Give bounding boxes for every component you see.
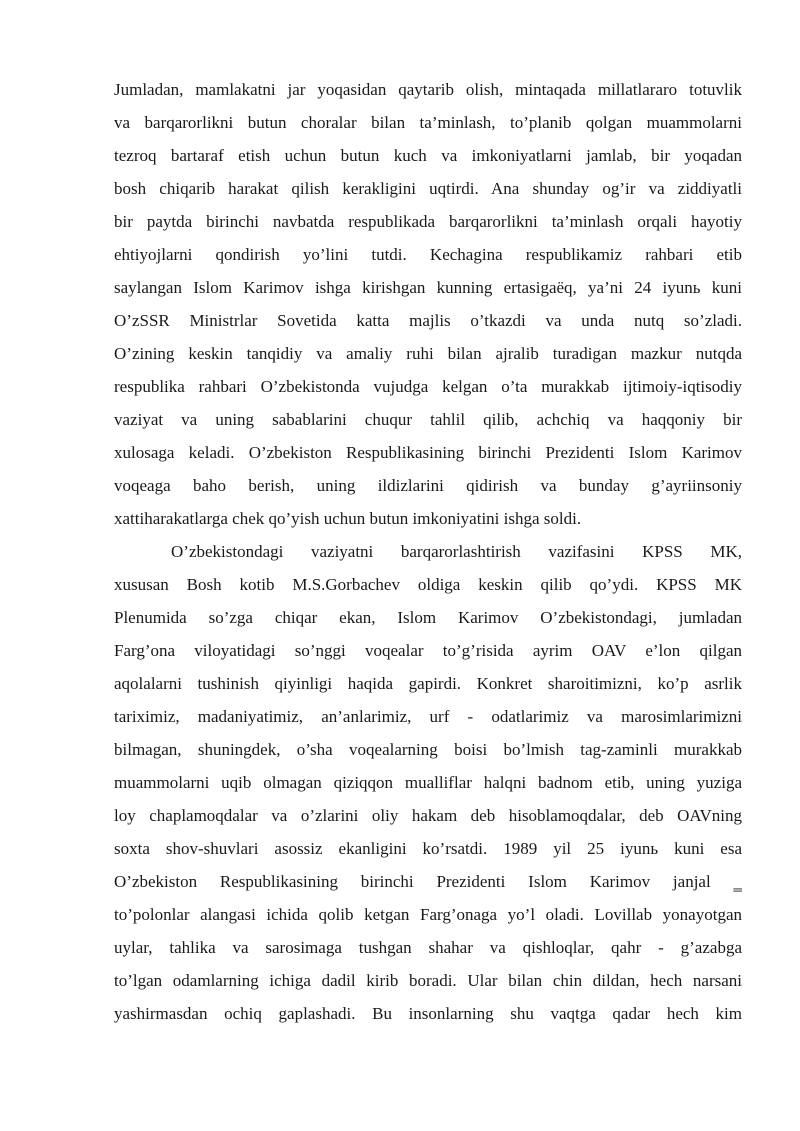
paragraph-1 [114, 73, 742, 535]
text-line: tezroq bartaraf etish uchun butun kuch va imkoniyatlarni jamlab, bir yoqadan [114, 146, 742, 165]
text-line: O’zSSR Ministrlar Sovetida katta majlis o’tkazdi va unda nutq so’zladi. [114, 311, 742, 330]
text-line: bir paytda birinchi navbatda respublikada barqarorlikni ta’minlash orqali hayotiy [114, 212, 742, 231]
text-line: tariximiz, madaniyatimiz, an’anlarimiz, urf - odatlarimiz va marosimlarimizni [114, 707, 742, 726]
text-line: xattiharakatlarga chek qo’yish uchun butun imkoniyatini ishga soldi. [114, 509, 582, 528]
text-line: respublika rahbari O’zbekistonda vujudga kelgan o’ta murakkab ijtimoiy-iqtisodiy [114, 377, 742, 396]
body-text [114, 73, 742, 1030]
text-line: va barqarorlikni butun choralar bilan ta’minlash, to’planib qolgan muammolarni [114, 113, 742, 132]
text-line: O’zbekistondagi vaziyatni barqarorlashtirish vazifasini KPSS MK, [171, 542, 742, 561]
text-line: to’lgan odamlarning ichiga dadil kirib boradi. Ular bilan chin dildan, hech narsani [114, 971, 742, 990]
text-line: Plenumida so’zga chiqar ekan, Islom Karimov O’zbekistondagi, jumladan [114, 608, 742, 627]
text-line: saylangan Islom Karimov ishga kirishgan kunning ertasigaёq, ya’ni 24 iyunь kuni [114, 278, 742, 297]
text-line: muammolarni uqib olmagan qiziqqon mualliflar halqni badnom etib, uning yuziga [114, 773, 742, 792]
text-line: uylar, tahlika va sarosimaga tushgan shahar va qishloqlar, qahr - g’azabga [114, 938, 742, 957]
text-line: O’zining keskin tanqidiy va amaliy ruhi bilan ajralib turadigan mazkur nutqda [114, 344, 742, 363]
text-line: O’zbekiston Respublikasining birinchi Prezidenti Islom Karimov janjal ‗ [114, 872, 742, 891]
text-line: soxta shov-shuvlari asossiz ekanligini ko’rsatdi. 1989 yil 25 iyunь kuni esa [114, 839, 742, 858]
text-line: loy chaplamoqdalar va o’zlarini oliy hakam deb hisoblamoqdalar, deb OAVning [114, 806, 742, 825]
paragraph-2 [114, 535, 742, 1030]
text-line: aqolalarni tushinish qiyinligi haqida gapirdi. Konkret sharoitimizni, ko’p asrlik [114, 674, 742, 693]
text-line: bosh chiqarib harakat qilish kerakligini uqtirdi. Ana shunday og’ir va ziddiyatli [114, 179, 742, 198]
text-line: to’polonlar alangasi ichida qolib ketgan Farg’onaga yo’l oladi. Lovillab yonayotgan [114, 905, 742, 924]
text-line: yashirmasdan ochiq gaplashadi. Bu insonlarning shu vaqtga qadar hech kim [114, 1004, 742, 1023]
text-line: ehtiyojlarni qondirish yo’lini tutdi. Kechagina respublikamiz rahbari etib [114, 245, 742, 264]
text-line: Farg’ona viloyatidagi so’nggi voqealar to’g’risida ayrim OAV e’lon qilgan [114, 641, 742, 660]
text-line: vaziyat va uning sabablarini chuqur tahlil qilib, achchiq va haqqoniy bir [114, 410, 742, 429]
text-line: Jumladan, mamlakatni jar yoqasidan qaytarib olish, mintaqada millatlararo totuvlik [114, 80, 742, 99]
text-line: voqeaga baho berish, uning ildizlarini qidirish va bunday g’ayriinsoniy [114, 476, 742, 495]
text-line: bilmagan, shuningdek, o’sha voqealarning boisi bo’lmish tag-zaminli murakkab [114, 740, 742, 759]
text-line: xulosaga keladi. O’zbekiston Respublikasining birinchi Prezidenti Islom Karimov [114, 443, 742, 462]
text-line: xususan Bosh kotib M.S.Gorbachev oldiga keskin qilib qo’ydi. KPSS MK [114, 575, 742, 594]
